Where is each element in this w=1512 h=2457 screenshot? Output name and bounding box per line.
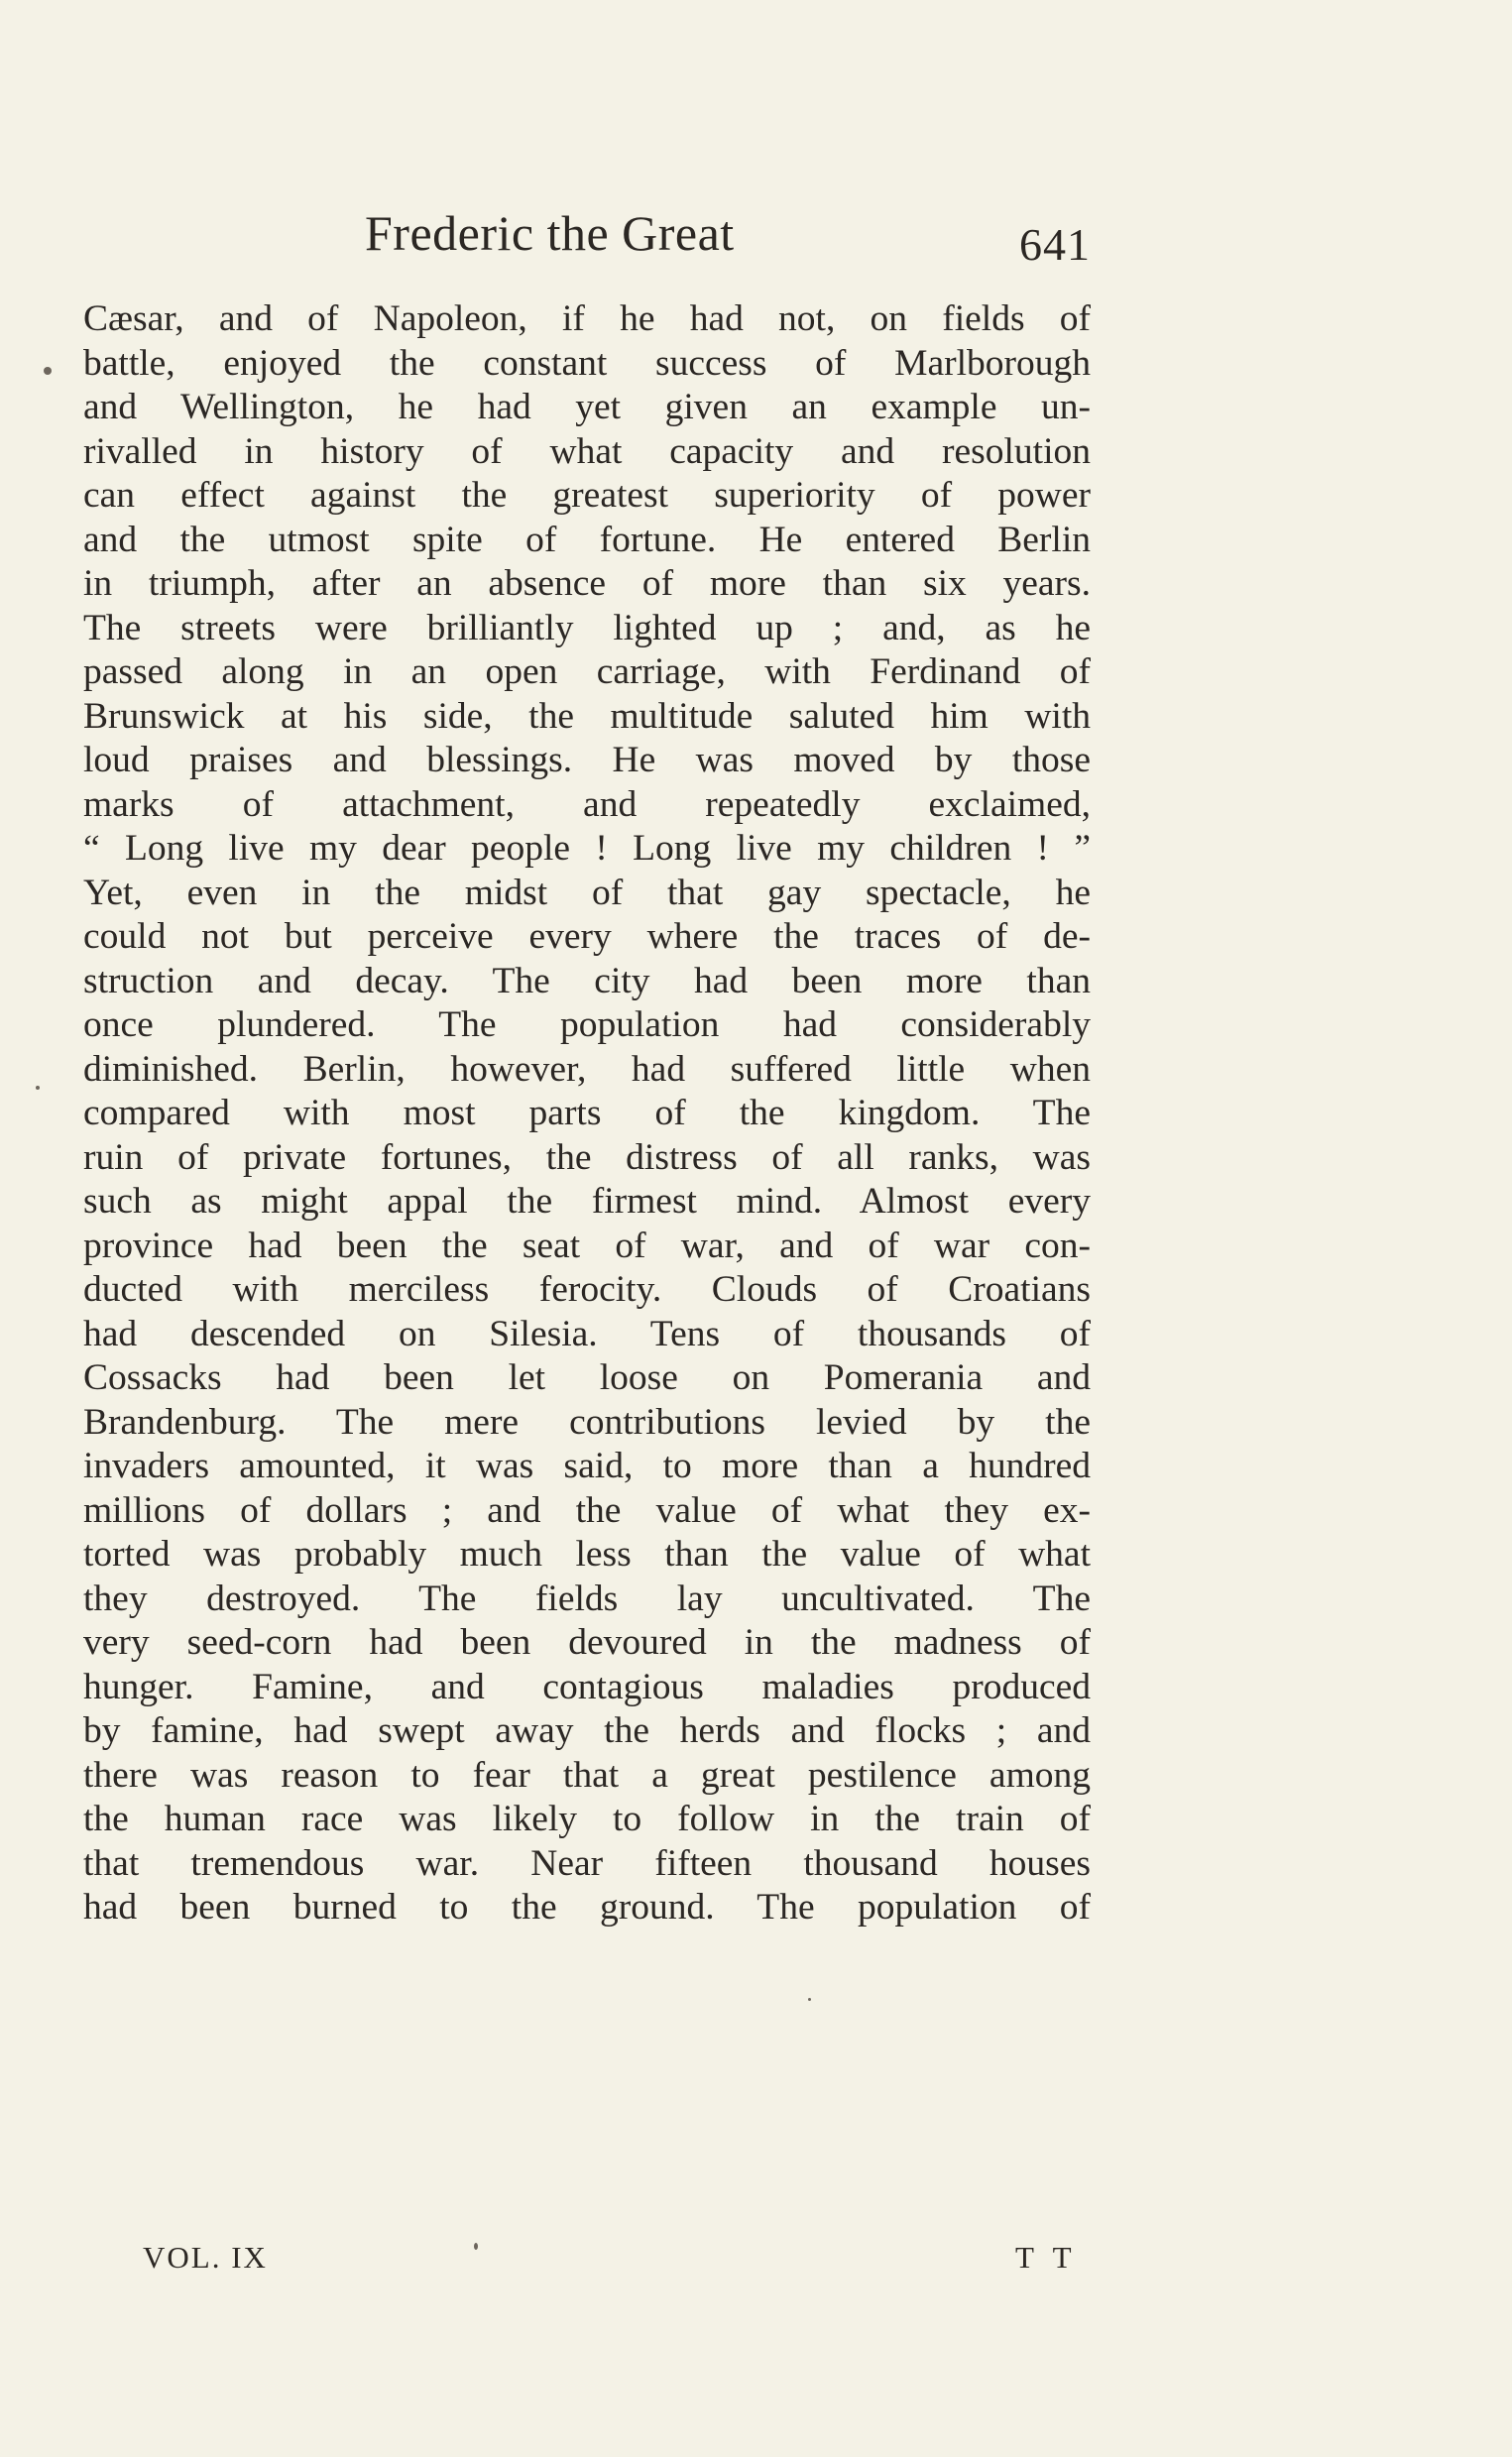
text-line: Brandenburg. The mere contributions levied by the	[83, 1401, 1091, 1443]
text-line: millions of dollars ; and the value of what they ex-	[83, 1489, 1091, 1531]
text-line: and the utmost spite of fortune. He entered Berlin	[83, 519, 1091, 560]
text-line: there was reason to fear that a great pestilence among	[83, 1754, 1091, 1796]
text-line: and Wellington, he had yet given an example un-	[83, 387, 1091, 427]
text-line: very seed-corn had been devoured in the madness of	[83, 1622, 1091, 1663]
running-title: Frederic the Great	[365, 205, 735, 261]
text-line: marks of attachment, and repeatedly exclaimed,	[83, 783, 1091, 825]
body-text	[83, 297, 1091, 2275]
ink-speck	[808, 1998, 811, 2001]
text-line: hunger. Famine, and contagious maladies produced	[83, 1666, 1091, 1707]
text-line: Cæsar, and of Napoleon, if he had not, on fields of	[83, 298, 1091, 339]
text-line: rivalled in history of what capacity and resolution	[83, 430, 1091, 472]
text-line: Cossacks had been let loose on Pomerania and	[83, 1357, 1091, 1398]
text-line: battle, enjoyed the constant success of Marlborough	[83, 342, 1091, 384]
ink-speck	[36, 1086, 40, 1090]
text-line: they destroyed. The fields lay uncultivated. The	[83, 1578, 1091, 1619]
signature-mark	[83, 2236, 1091, 2285]
text-line: “ Long live my dear people ! Long live my children ! ”	[83, 828, 1091, 869]
ink-speck	[44, 367, 52, 375]
text-line: torted was probably much less than the value of what	[83, 1534, 1091, 1575]
text-line: Yet, even in the midst of that gay spectacle, he	[83, 872, 1091, 913]
text-line: loud praises and blessings. He was moved by those	[83, 740, 1091, 780]
volume-mark: VOL. IX	[143, 2240, 268, 2275]
running-head	[83, 204, 1091, 274]
text-line: ruin of private fortunes, the distress of all ranks, was	[83, 1136, 1091, 1178]
text-line: The streets were brilliantly lighted up ; and, as he	[83, 607, 1091, 648]
text-line: can effect against the greatest superiority of power	[83, 475, 1091, 516]
text-line: once plundered. The population had considerably	[83, 1004, 1091, 1045]
text-line: invaders amounted, it was said, to more than a hundred	[83, 1446, 1091, 1486]
page-number: 641	[1019, 219, 1091, 270]
text-line: such as might appal the firmest mind. Almost every	[83, 1181, 1091, 1222]
text-line: the human race was likely to follow in the train of	[83, 1799, 1091, 1839]
text-line: struction and decay. The city had been more than	[83, 960, 1091, 1001]
text-line: by famine, had swept away the herds and flocks ; and	[83, 1710, 1091, 1751]
text-line: ducted with merciless ferocity. Clouds of Croatians	[83, 1269, 1091, 1310]
text-line: had been burned to the ground. The population of	[83, 1887, 1091, 1928]
text-line: compared with most parts of the kingdom. The	[83, 1093, 1091, 1133]
text-line: Brunswick at his side, the multitude saluted him with	[83, 695, 1091, 737]
text-line: in triumph, after an absence of more than six years.	[83, 563, 1091, 604]
text-line: that tremendous war. Near fifteen thousand houses	[83, 1842, 1091, 1884]
signature-letters: T T	[1015, 2240, 1078, 2275]
text-line: could not but perceive every where the traces of de-	[83, 916, 1091, 957]
text-line: province had been the seat of war, and of war con-	[83, 1225, 1091, 1266]
text-line: diminished. Berlin, however, had suffered little when	[83, 1048, 1091, 1090]
text-line: had descended on Silesia. Tens of thousands of	[83, 1313, 1091, 1354]
ink-speck	[474, 2243, 478, 2250]
text-line: passed along in an open carriage, with Ferdinand of	[83, 651, 1091, 692]
